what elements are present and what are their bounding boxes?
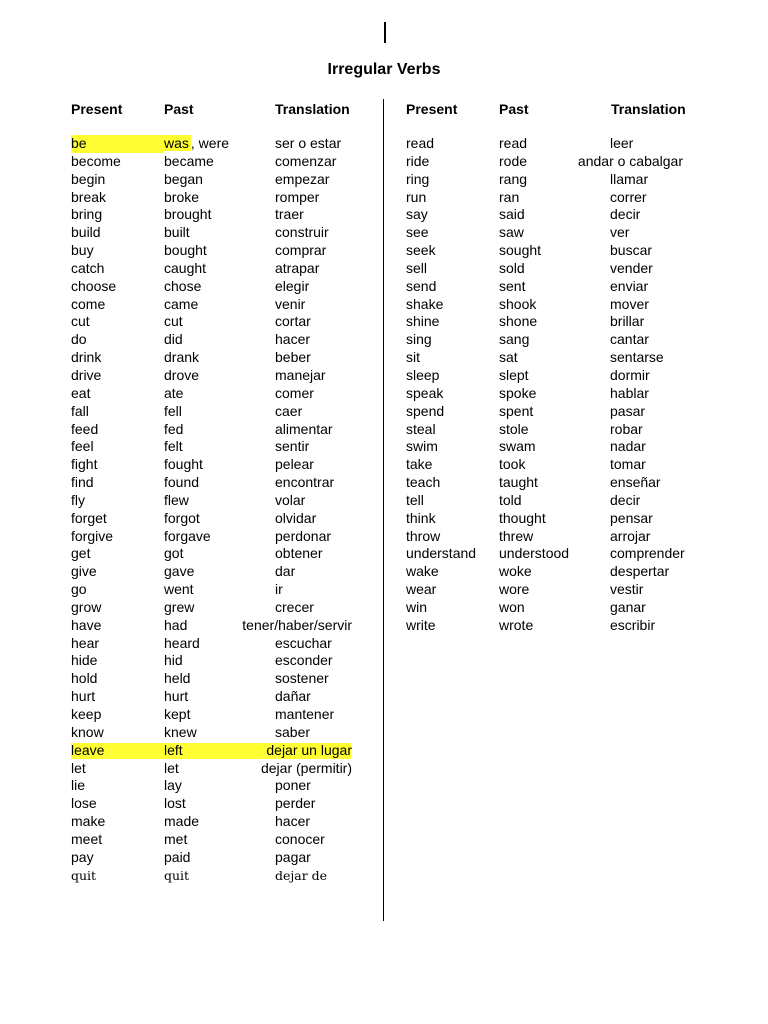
verb-past: read bbox=[499, 135, 528, 151]
verb-row bbox=[71, 438, 371, 456]
verb-translation: sostener bbox=[275, 670, 329, 687]
verb-table-left bbox=[71, 135, 371, 884]
verb-row bbox=[71, 313, 371, 331]
verb-row bbox=[71, 563, 371, 581]
verb-translation: beber bbox=[275, 349, 311, 366]
verb-present: read bbox=[406, 135, 435, 151]
verb-present: cut bbox=[71, 313, 90, 330]
verb-row bbox=[406, 153, 706, 171]
verb-present: shine bbox=[406, 313, 440, 330]
verb-past: told bbox=[499, 491, 522, 508]
verb-present: send bbox=[406, 277, 437, 294]
verb-present: fly bbox=[71, 491, 85, 508]
verb-past: held bbox=[164, 670, 191, 687]
verb-row bbox=[71, 296, 371, 314]
verb-present: swim bbox=[406, 438, 438, 455]
verb-translation: encontrar bbox=[275, 474, 335, 491]
verb-row bbox=[71, 456, 371, 474]
verb-past: sold bbox=[499, 259, 525, 276]
verb-past: shone bbox=[499, 313, 538, 330]
verb-past: fed bbox=[164, 420, 184, 437]
verb-present: hold bbox=[71, 670, 98, 687]
verb-past: caught bbox=[164, 259, 207, 276]
verb-translation: dar bbox=[275, 563, 296, 580]
verb-translation: comprender bbox=[610, 545, 685, 562]
verb-translation: cortar bbox=[275, 313, 311, 330]
verb-present: keep bbox=[71, 706, 102, 722]
verb-translation: ser o estar bbox=[275, 135, 342, 151]
verb-present: drive bbox=[71, 366, 102, 383]
verb-past: chose bbox=[164, 277, 202, 294]
verb-present: teach bbox=[406, 474, 441, 491]
verb-translation: manejar bbox=[275, 366, 326, 383]
verb-past: won bbox=[499, 598, 525, 615]
verb-translation: enviar bbox=[610, 277, 649, 294]
verb-present: find bbox=[71, 474, 94, 491]
verb-past: left bbox=[164, 741, 183, 758]
verb-present: throw bbox=[406, 527, 441, 544]
verb-translation: vestir bbox=[610, 581, 644, 598]
verb-present: write bbox=[406, 616, 436, 633]
verb-row bbox=[71, 135, 371, 153]
verb-past: made bbox=[164, 813, 200, 830]
verb-translation: saber bbox=[275, 723, 311, 740]
verb-past: taught bbox=[499, 474, 538, 491]
verb-translation: elegir bbox=[275, 277, 310, 294]
verb-translation: tener/haber/servir bbox=[242, 616, 352, 633]
verb-row bbox=[71, 224, 371, 242]
verb-past: broke bbox=[164, 188, 200, 205]
verb-translation: escuchar bbox=[275, 634, 332, 651]
verb-translation: perdonar bbox=[275, 527, 332, 544]
verb-row bbox=[71, 528, 371, 546]
verb-row bbox=[406, 510, 706, 528]
verb-past: woke bbox=[499, 563, 532, 580]
verb-past: sought bbox=[499, 242, 542, 259]
verb-translation: brillar bbox=[610, 313, 645, 330]
verb-row bbox=[71, 403, 371, 421]
verb-present: win bbox=[406, 598, 428, 615]
verb-row bbox=[71, 867, 371, 885]
verb-translation: tomar bbox=[610, 456, 646, 473]
verb-translation: construir bbox=[275, 224, 329, 241]
verb-row bbox=[406, 474, 706, 492]
verb-row bbox=[406, 456, 706, 474]
verb-present: run bbox=[406, 188, 427, 205]
page-title: Irregular Verbs bbox=[327, 61, 441, 78]
verb-row bbox=[71, 242, 371, 260]
verb-translation: hacer bbox=[275, 813, 311, 830]
verb-past bbox=[164, 135, 229, 153]
verb-row bbox=[71, 760, 371, 778]
verb-present: feel bbox=[71, 438, 94, 455]
verb-row bbox=[71, 545, 371, 563]
verb-translation: escribir bbox=[610, 616, 656, 633]
verb-translation: dañar bbox=[275, 688, 311, 705]
verb-translation: pelear bbox=[275, 456, 314, 473]
verb-translation: buscar bbox=[610, 242, 653, 259]
verb-row bbox=[71, 635, 371, 653]
verb-present: seek bbox=[406, 242, 436, 259]
verb-row bbox=[406, 528, 706, 546]
verb-past: sent bbox=[499, 277, 526, 294]
verb-row bbox=[406, 349, 706, 367]
verb-row bbox=[71, 581, 371, 599]
verb-row bbox=[406, 545, 706, 563]
verb-present: sell bbox=[406, 259, 428, 276]
text-cursor bbox=[384, 22, 386, 43]
verb-row bbox=[406, 296, 706, 314]
verb-translation: decir bbox=[610, 491, 641, 508]
verb-row bbox=[71, 724, 371, 742]
verb-row bbox=[406, 563, 706, 581]
verb-past: heard bbox=[164, 634, 200, 651]
verb-present: become bbox=[71, 152, 121, 169]
verb-present: hear bbox=[71, 634, 100, 651]
verb-translation: robar bbox=[610, 420, 643, 437]
verb-translation: ver bbox=[610, 224, 630, 241]
verb-past: understood bbox=[499, 545, 570, 562]
verb-row bbox=[71, 189, 371, 207]
verb-row bbox=[71, 688, 371, 706]
verb-translation: ir bbox=[275, 581, 283, 598]
verb-present: go bbox=[71, 581, 87, 598]
verb-past: went bbox=[164, 581, 194, 598]
verb-past: built bbox=[164, 224, 190, 241]
verb-translation: arrojar bbox=[610, 527, 651, 544]
verb-present: feed bbox=[71, 420, 99, 437]
verb-present: eat bbox=[71, 384, 91, 401]
verb-translation: sentarse bbox=[610, 349, 664, 366]
verb-past: quit bbox=[164, 867, 190, 883]
verb-present: sing bbox=[406, 331, 432, 348]
verb-past: grew bbox=[164, 598, 195, 615]
verb-translation: obtener bbox=[275, 545, 323, 562]
verb-row bbox=[406, 438, 706, 456]
verb-past: found bbox=[164, 474, 200, 491]
column-divider bbox=[383, 99, 384, 921]
verb-row bbox=[71, 153, 371, 171]
verb-past: hid bbox=[164, 652, 183, 669]
verb-present: choose bbox=[71, 277, 117, 294]
verb-present: forget bbox=[71, 509, 107, 526]
verb-present: take bbox=[406, 456, 433, 473]
verb-present: make bbox=[71, 813, 106, 830]
verb-present: drink bbox=[71, 349, 102, 366]
verb-present: understand bbox=[406, 545, 477, 562]
verb-translation: comer bbox=[275, 384, 314, 401]
highlighted-present: be bbox=[71, 135, 164, 153]
verb-translation: leer bbox=[610, 135, 634, 151]
verb-row bbox=[406, 313, 706, 331]
verb-translation: dejar de bbox=[275, 867, 328, 883]
verb-present: come bbox=[71, 295, 106, 312]
verb-row bbox=[71, 831, 371, 849]
verb-past: had bbox=[164, 616, 188, 633]
verb-present: have bbox=[71, 616, 102, 633]
verb-row bbox=[71, 706, 371, 724]
verb-row bbox=[406, 367, 706, 385]
verb-past: drank bbox=[164, 349, 200, 366]
verb-translation: andar o cabalgar bbox=[577, 152, 683, 169]
verb-past: slept bbox=[499, 366, 529, 383]
verb-past: flew bbox=[164, 491, 189, 508]
verb-past: forgave bbox=[164, 527, 211, 544]
verb-present: forgive bbox=[71, 527, 114, 544]
verb-row bbox=[406, 492, 706, 510]
verb-translation: cantar bbox=[610, 331, 649, 348]
verb-present: lose bbox=[71, 795, 97, 812]
verb-present: leave bbox=[71, 741, 105, 758]
verb-present: bring bbox=[71, 206, 103, 223]
verb-present: sit bbox=[406, 349, 420, 366]
verb-present: give bbox=[71, 563, 97, 580]
verb-translation: conocer bbox=[275, 830, 325, 847]
verb-translation: volar bbox=[275, 491, 306, 508]
verb-past: swam bbox=[499, 438, 536, 455]
verb-present: think bbox=[406, 509, 436, 526]
verb-translation: comprar bbox=[275, 242, 327, 259]
verb-present: wear bbox=[406, 581, 437, 598]
verb-past: lay bbox=[164, 777, 182, 794]
verb-translation: empezar bbox=[275, 170, 330, 187]
verb-past: stole bbox=[499, 420, 529, 437]
verb-past: knew bbox=[164, 723, 197, 740]
verb-past: sang bbox=[499, 331, 530, 348]
verb-past: rode bbox=[499, 152, 528, 169]
verb-present: fall bbox=[71, 402, 89, 419]
verb-past: fought bbox=[164, 456, 203, 473]
verb-past: forgot bbox=[164, 509, 200, 526]
verb-past: drove bbox=[164, 366, 200, 383]
verb-translation: caer bbox=[275, 402, 303, 419]
verb-past: wrote bbox=[499, 616, 534, 633]
verb-translation: mantener bbox=[275, 706, 335, 722]
verb-row bbox=[71, 617, 371, 635]
right-header-translation: Translation bbox=[611, 101, 686, 117]
verb-row bbox=[71, 599, 371, 617]
verb-row bbox=[406, 242, 706, 260]
verb-present: sleep bbox=[406, 366, 440, 383]
verb-row bbox=[406, 421, 706, 439]
verb-present: hurt bbox=[71, 688, 96, 705]
verb-translation: correr bbox=[610, 188, 647, 205]
verb-past: got bbox=[164, 545, 184, 562]
verb-present: begin bbox=[71, 170, 106, 187]
verb-present: know bbox=[71, 723, 104, 740]
verb-present: say bbox=[406, 206, 428, 223]
verb-past: came bbox=[164, 295, 199, 312]
verb-row bbox=[406, 189, 706, 207]
verb-translation: perder bbox=[275, 795, 316, 812]
verb-translation: llamar bbox=[610, 170, 649, 187]
verb-present: pay bbox=[71, 848, 94, 865]
verb-row bbox=[71, 278, 371, 296]
verb-past: said bbox=[499, 206, 525, 223]
verb-row bbox=[406, 385, 706, 403]
verb-past: shook bbox=[499, 295, 537, 312]
verb-row bbox=[71, 492, 371, 510]
verb-past: did bbox=[164, 331, 183, 348]
verb-past: wore bbox=[499, 581, 530, 598]
verb-present: do bbox=[71, 331, 87, 348]
verb-present: ring bbox=[406, 170, 430, 187]
verb-row bbox=[406, 617, 706, 635]
verb-row bbox=[71, 421, 371, 439]
verb-translation: nadar bbox=[610, 438, 646, 455]
verb-row bbox=[71, 474, 371, 492]
verb-past: became bbox=[164, 152, 214, 169]
verb-translation: venir bbox=[275, 295, 306, 312]
verb-translation: pasar bbox=[610, 402, 646, 419]
right-header-present: Present bbox=[406, 101, 458, 117]
verb-past: sat bbox=[499, 349, 518, 366]
verb-translation: sentir bbox=[275, 438, 310, 455]
verb-present: build bbox=[71, 224, 101, 241]
verb-table-right bbox=[406, 135, 706, 635]
verb-row bbox=[406, 135, 706, 153]
verb-translation: dejar un lugar bbox=[266, 741, 352, 758]
verb-present: steal bbox=[406, 420, 436, 437]
verb-past: ran bbox=[499, 188, 520, 205]
verb-past: spoke bbox=[499, 384, 537, 401]
verb-translation: ganar bbox=[610, 598, 646, 615]
verb-present: buy bbox=[71, 242, 94, 259]
verb-present bbox=[71, 135, 164, 153]
verb-past: gave bbox=[164, 563, 195, 580]
verb-present: quit bbox=[71, 867, 97, 883]
past-suffix: , were bbox=[190, 135, 230, 151]
verb-row bbox=[71, 331, 371, 349]
left-header-present: Present bbox=[71, 101, 123, 117]
verb-translation: crecer bbox=[275, 598, 314, 615]
verb-row bbox=[406, 171, 706, 189]
verb-present: grow bbox=[71, 598, 102, 615]
verb-present: speak bbox=[406, 384, 444, 401]
verb-present: get bbox=[71, 545, 91, 562]
verb-row bbox=[406, 403, 706, 421]
verb-translation: esconder bbox=[275, 652, 333, 669]
verb-row bbox=[406, 581, 706, 599]
verb-present: fight bbox=[71, 456, 98, 473]
verb-row bbox=[406, 278, 706, 296]
verb-past: let bbox=[164, 759, 179, 776]
verb-translation: dormir bbox=[610, 366, 650, 383]
verb-past: fell bbox=[164, 402, 182, 419]
verb-past: bought bbox=[164, 242, 207, 259]
verb-row bbox=[71, 385, 371, 403]
verb-present: lie bbox=[71, 777, 86, 794]
verb-row bbox=[406, 331, 706, 349]
verb-past: ate bbox=[164, 384, 184, 401]
verb-past: saw bbox=[499, 224, 524, 241]
verb-translation: hacer bbox=[275, 331, 311, 348]
verb-translation: dejar (permitir) bbox=[260, 759, 352, 776]
verb-past: thought bbox=[499, 509, 546, 526]
verb-past: threw bbox=[499, 527, 534, 544]
left-header-past: Past bbox=[164, 101, 194, 117]
verb-row bbox=[406, 224, 706, 242]
verb-translation: pagar bbox=[275, 848, 311, 865]
verb-row bbox=[71, 813, 371, 831]
verb-row bbox=[71, 795, 371, 813]
verb-translation: mover bbox=[610, 295, 649, 312]
verb-present: break bbox=[71, 188, 107, 205]
verb-translation: olvidar bbox=[275, 509, 317, 526]
verb-present: spend bbox=[406, 402, 445, 419]
verb-past: kept bbox=[164, 706, 191, 722]
verb-translation: enseñar bbox=[610, 474, 661, 491]
right-header-past: Past bbox=[499, 101, 529, 117]
left-header-translation: Translation bbox=[275, 101, 350, 117]
verb-row bbox=[406, 599, 706, 617]
verb-past: brought bbox=[164, 206, 212, 223]
verb-translation: hablar bbox=[610, 384, 649, 401]
verb-present: see bbox=[406, 224, 429, 241]
verb-translation: pensar bbox=[610, 509, 653, 526]
verb-past: lost bbox=[164, 795, 186, 812]
verb-translation: traer bbox=[275, 206, 304, 223]
verb-translation: decir bbox=[610, 206, 641, 223]
verb-present: wake bbox=[406, 563, 439, 580]
verb-past: cut bbox=[164, 313, 183, 330]
verb-present: hide bbox=[71, 652, 98, 669]
verb-translation: vender bbox=[610, 259, 653, 276]
verb-row bbox=[71, 849, 371, 867]
verb-row bbox=[71, 349, 371, 367]
verb-past: paid bbox=[164, 848, 191, 865]
verb-past: spent bbox=[499, 402, 534, 419]
verb-present: shake bbox=[406, 295, 444, 312]
verb-row bbox=[71, 510, 371, 528]
verb-translation: comenzar bbox=[275, 152, 337, 169]
verb-translation: despertar bbox=[610, 563, 670, 580]
verb-translation: romper bbox=[275, 188, 320, 205]
verb-row bbox=[71, 206, 371, 224]
verb-past: felt bbox=[164, 438, 183, 455]
verb-translation: alimentar bbox=[275, 420, 333, 437]
verb-present: ride bbox=[406, 152, 430, 169]
verb-past: met bbox=[164, 830, 188, 847]
verb-row bbox=[71, 652, 371, 670]
verb-row bbox=[406, 260, 706, 278]
verb-present: let bbox=[71, 759, 86, 776]
verb-row bbox=[71, 670, 371, 688]
verb-past: began bbox=[164, 170, 203, 187]
verb-past: rang bbox=[499, 170, 528, 187]
verb-present: catch bbox=[71, 259, 105, 276]
verb-row bbox=[71, 742, 371, 760]
verb-translation: atrapar bbox=[275, 259, 320, 276]
verb-row bbox=[71, 367, 371, 385]
verb-row bbox=[71, 260, 371, 278]
verb-past: took bbox=[499, 456, 526, 473]
verb-translation: poner bbox=[275, 777, 311, 794]
verb-past: hurt bbox=[164, 688, 189, 705]
verb-row bbox=[71, 777, 371, 795]
verb-row bbox=[406, 206, 706, 224]
verb-row bbox=[71, 171, 371, 189]
verb-present: tell bbox=[406, 491, 424, 508]
highlighted-past: was bbox=[164, 135, 189, 151]
verb-present: meet bbox=[71, 830, 103, 847]
